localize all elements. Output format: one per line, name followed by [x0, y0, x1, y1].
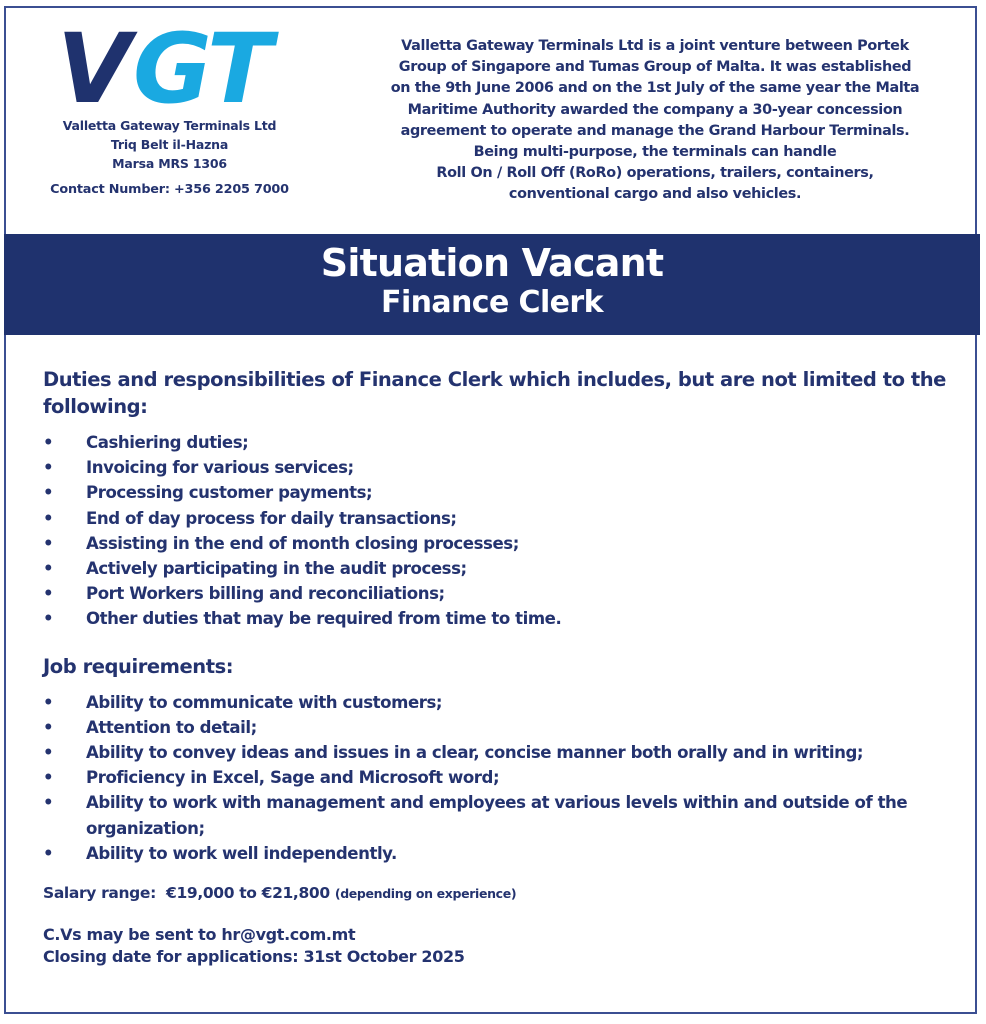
requirement-text: Ability to communicate with customers; — [86, 692, 443, 712]
duty-text: Actively participating in the audit process; — [86, 559, 467, 579]
requirement-item — [43, 841, 958, 866]
application-info — [43, 924, 958, 968]
about-line: Group of Singapore and Tumas Group of Malta. It was established — [398, 59, 912, 76]
bullet-icon: • — [43, 692, 54, 712]
logo-letter-v: V — [56, 24, 131, 114]
closing-date: Closing date for applications: 31st October 2025 — [43, 947, 465, 967]
duties-heading: Duties and responsibilities of Finance Clerk which includes, but are not limited to the following: — [43, 368, 946, 418]
requirement-item — [43, 790, 958, 840]
requirement-item — [43, 690, 958, 715]
bullet-icon: • — [43, 768, 54, 788]
requirement-text: Ability to work with management and employees at various levels within and outside of the organization; — [86, 793, 908, 838]
about-line: Maritime Authority awarded the company a 30-year concession — [407, 101, 903, 118]
contact-number: Contact Number: +356 2205 7000 — [50, 182, 289, 197]
bullet-icon: • — [43, 433, 54, 452]
duty-text: End of day process for daily transactions; — [86, 508, 457, 528]
requirement-text: Ability to work well independently. — [86, 843, 397, 863]
bullet-icon: • — [43, 559, 54, 579]
about-line: Valletta Gateway Terminals Ltd is a joint venture between Portek — [401, 38, 909, 54]
requirement-item — [43, 740, 958, 765]
requirements-list — [43, 690, 958, 866]
duties-list — [43, 430, 958, 632]
duty-item — [43, 606, 958, 631]
banner-title: Situation Vacant — [320, 241, 664, 285]
salary-label: Salary range: — [43, 884, 156, 903]
bullet-icon: • — [43, 508, 54, 528]
vgt-logo-mark — [55, 24, 285, 114]
company-name: Valletta Gateway Terminals Ltd — [62, 118, 277, 133]
logo-letter-t: T — [206, 24, 272, 114]
requirement-text: Attention to detail; — [86, 717, 257, 737]
company-street: Triq Belt il-Hazna — [110, 137, 229, 152]
bullet-icon: • — [43, 533, 54, 553]
cv-prefix: C.Vs may be sent to — [43, 925, 217, 945]
about-line: conventional cargo and also vehicles. — [508, 186, 802, 203]
salary-range — [43, 884, 958, 902]
duty-text: Other duties that may be required from time to time. — [86, 609, 562, 629]
about-line: Roll On / Roll Off (RoRo) operations, trailers, containers, — [436, 165, 874, 182]
bullet-icon: • — [43, 743, 54, 763]
about-line: on the 9th June 2006 and on the 1st July of the same year the Malta — [390, 80, 920, 97]
duty-item — [43, 506, 958, 531]
bullet-icon: • — [43, 458, 54, 478]
hr-email-link[interactable]: hr@vgt.com.mt — [221, 925, 356, 945]
job-title: Finance Clerk — [381, 285, 603, 320]
duty-text: Port Workers billing and reconciliations; — [86, 584, 445, 604]
salary-value: €19,000 to €21,800 — [166, 884, 330, 903]
requirements-heading: Job requirements: — [43, 654, 234, 678]
cv-instructions — [43, 924, 958, 946]
requirement-text: Proficiency in Excel, Sage and Microsoft word; — [86, 768, 500, 788]
bullet-icon: • — [43, 483, 54, 503]
duty-text: Processing customer payments; — [86, 483, 373, 503]
duty-text: Cashiering duties; — [86, 433, 249, 452]
duty-text: Invoicing for various services; — [86, 458, 354, 478]
vgt-logo — [12, 24, 327, 114]
logo-letter-g: G — [132, 24, 212, 114]
duty-item — [43, 531, 958, 556]
bullet-icon: • — [43, 609, 54, 629]
duty-item — [43, 480, 958, 505]
duty-text: Assisting in the end of month closing processes; — [86, 533, 519, 553]
bullet-icon: • — [43, 717, 54, 737]
job-details — [43, 366, 958, 968]
duty-item — [43, 430, 958, 455]
duty-item — [43, 455, 958, 480]
duty-item — [43, 581, 958, 606]
bullet-icon: • — [43, 584, 54, 604]
about-line: agreement to operate and manage the Grand Harbour Terminals. — [400, 122, 910, 139]
company-info — [12, 24, 327, 197]
bullet-icon: • — [43, 843, 54, 863]
company-about — [345, 36, 965, 206]
company-city: Marsa MRS 1306 — [112, 156, 227, 171]
about-line: Being multi-purpose, the terminals can handle — [473, 144, 837, 161]
requirement-text: Ability to convey ideas and issues in a clear, concise manner both orally and in writing; — [86, 743, 864, 763]
vacancy-banner — [4, 234, 980, 335]
salary-note: (depending on experience) — [334, 886, 517, 902]
bullet-icon: • — [43, 793, 54, 813]
requirement-item — [43, 765, 958, 790]
duty-item — [43, 556, 958, 581]
requirement-item — [43, 715, 958, 740]
